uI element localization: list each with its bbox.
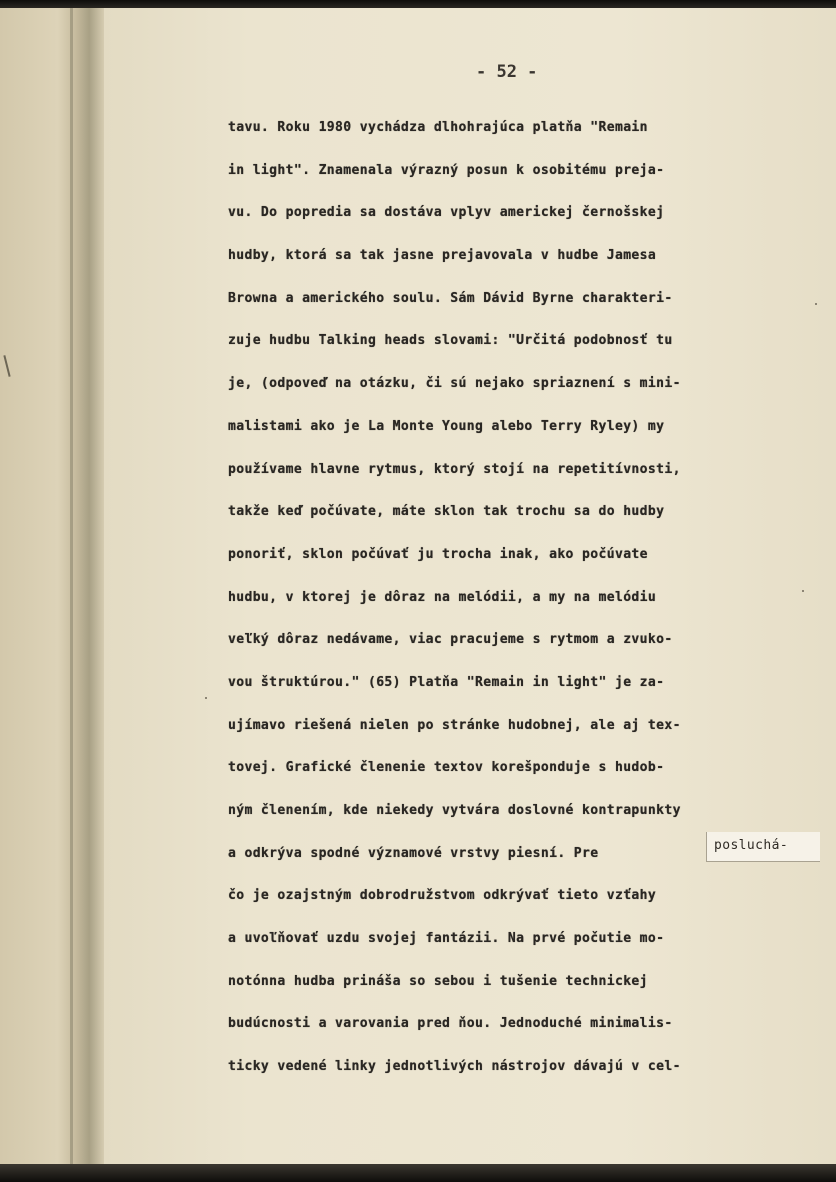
text-line: in light". Znamenala výrazný posun k osobitému preja-	[228, 162, 665, 178]
typewritten-text	[228, 113, 828, 1095]
text-line: čo je ozajstným dobrodružstvom odkrývať tieto vzťahy	[228, 888, 657, 904]
text-line: používame hlavne rytmus, ktorý stojí na repetitívnosti,	[228, 461, 681, 477]
text-line: hudby, ktorá sa tak jasne prejavovala v hudbe Jamesa	[228, 248, 657, 264]
text-line: vou štruktúrou." (65) Platňa "Remain in light" je za-	[228, 674, 665, 690]
correction-slip	[706, 832, 820, 862]
binding-line	[70, 8, 73, 1168]
text-line: a odkrýva spodné významové vrstvy piesní. Pre	[228, 845, 599, 861]
correction-text: posluchá-	[714, 838, 789, 853]
text-line: vu. Do popredia sa dostáva vplyv americkej černošskej	[228, 205, 665, 221]
text-line: budúcnosti a varovania pred ňou. Jednoduché minimalis-	[228, 1016, 673, 1032]
text-line: ticky vedené linky jednotlivých nástrojov dávajú v cel-	[228, 1059, 681, 1075]
page-number: - 52 -	[476, 62, 538, 82]
text-line: tovej. Grafické členenie textov korešponduje s hudob-	[228, 760, 665, 776]
text-line: malistami ako je La Monte Young alebo Terry Ryley) my	[228, 418, 665, 434]
text-line: Browna a amerického soulu. Sám Dávid Byrne charakteri-	[228, 290, 673, 306]
text-line: takže keď počúvate, máte sklon tak trochu sa do hudby	[228, 504, 665, 520]
text-line: zuje hudbu Talking heads slovami: "Určitá podobnosť tu	[228, 333, 673, 349]
text-line: ným členením, kde niekedy vytvára doslovné kontrapunkty	[228, 803, 681, 818]
text-line: hudbu, v ktorej je dôraz na melódii, a my na melódiu	[228, 589, 657, 605]
text-line: ujímavo riešená nielen po stránke hudobnej, ale aj tex-	[228, 717, 681, 733]
text-line: je, (odpoveď na otázku, či sú nejako spriaznení s mini-	[228, 376, 681, 392]
text-line: a uvoľňovať uzdu svojej fantázii. Na prvé počutie mo-	[228, 931, 665, 947]
top-scan-edge	[0, 0, 836, 8]
binding-shadow	[0, 8, 105, 1168]
text-line: notónna hudba prináša so sebou i tušenie technickej	[228, 973, 648, 989]
paper-speck	[205, 697, 207, 699]
bottom-scan-edge	[0, 1164, 836, 1182]
text-line: tavu. Roku 1980 vychádza dlhohrajúca platňa "Remain	[228, 120, 648, 135]
text-line: veľký dôraz nedávame, viac pracujeme s rytmom a zvuko-	[228, 632, 673, 648]
text-line: ponoriť, sklon počúvať ju trocha inak, ako počúvate	[228, 546, 648, 562]
